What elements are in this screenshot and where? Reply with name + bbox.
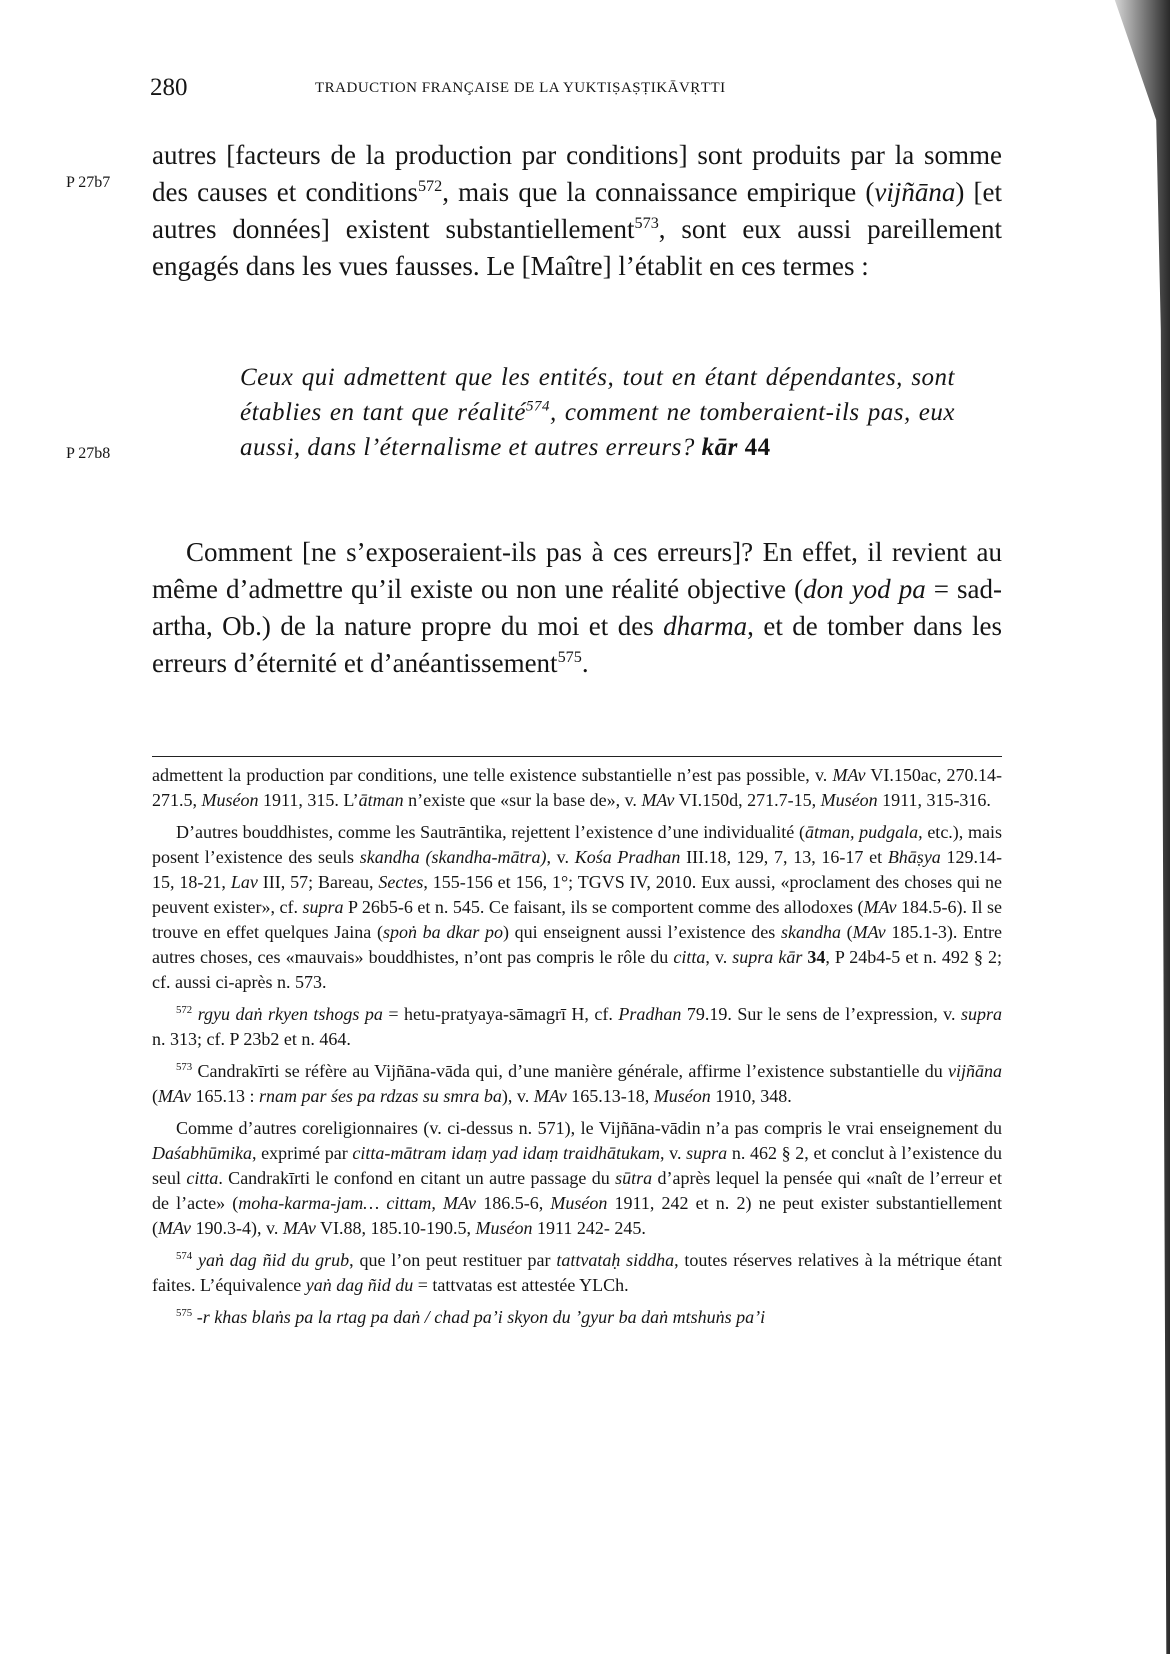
note-text: P 26b5-6 et n. 545. Ce faisant, ils se comportent comme des allodoxes ( <box>343 897 864 917</box>
note-italic: Daśabhūmika <box>152 1143 252 1163</box>
note-text: 165.13-18, <box>566 1086 654 1106</box>
note-italic: MAv <box>863 897 897 917</box>
note-text: 190.3-4), v. <box>191 1218 283 1238</box>
note-italic: MAv <box>158 1218 191 1238</box>
note-text: = hetu-pratyaya-sāmagrī H, cf. <box>382 1004 619 1024</box>
note-italic: Kośa Pradhan <box>574 847 681 867</box>
note-italic: Muséon <box>201 790 259 810</box>
note-text: III.18, 129, 7, 13, 16-17 et <box>680 847 888 867</box>
note-italic: MAv <box>158 1086 191 1106</box>
note-text: ( <box>840 922 853 942</box>
commentary-paragraph <box>152 534 1002 682</box>
note-text: Candrakīrti se réfère au Vijñāna-vāda qui, d’une manière générale, affirme l’existence substantielle du <box>192 1061 948 1081</box>
note-italic: spoṅ ba dkar po <box>382 922 503 942</box>
note-italic: citta <box>186 1168 219 1188</box>
main-text-span: autres [facteurs de la production par conditions] sont produits par la <box>152 140 915 170</box>
note-text: III, 57; Bareau, <box>257 872 379 892</box>
note-text: ) qui enseignent aussi l’existence des <box>503 922 781 942</box>
note-text: , 155-156 et 156, 1°; TGVS IV, 2010. Eux aussi, «proclament des choses qui ne peuvent exister», cf. <box>152 872 1003 917</box>
note-text: n. 313; cf. P 23b2 et n. 464. <box>152 1029 351 1049</box>
note-text: Comme d’autres coreligionnaires (v. ci-dessus n. 571), le Vijñāna-vādin n’a pas compris le vrai enseignement du <box>176 1118 1002 1138</box>
main-text-italic: vijñāna <box>874 177 956 207</box>
footnote-number: 574 <box>176 1250 193 1262</box>
note-italic: Muséon <box>550 1193 608 1213</box>
note-text: etc.), mais posent l’existence des seuls <box>152 822 1002 867</box>
verse-text: , comment ne tomberaient-ils pas, eux aussi, dans l’éternalisme et autres erreurs? <box>240 399 955 461</box>
comment-text: = sad-artha, Ob.) de la nature propre du moi et des <box>152 574 1003 641</box>
note-italic: yaṅ dag ñid du <box>305 1275 414 1295</box>
note-text: 1911, 315. L’ <box>258 790 359 810</box>
note-text: 186.5-6, <box>476 1193 551 1213</box>
note-italic: Lav <box>230 872 258 892</box>
note-text: , toutes réserves relatives à la métrique étant faites. L’équivalence <box>152 1250 1003 1295</box>
note-italic: tattvataḥ siddha <box>556 1250 675 1270</box>
footnote-573 <box>152 1059 1002 1109</box>
footnote-ref-573: 573 <box>634 214 659 232</box>
footnote-ref-574: 574 <box>525 398 550 415</box>
note-italic: Muséon <box>820 790 878 810</box>
note-italic: supra <box>686 1143 728 1163</box>
note-text: , exprimé par <box>252 1143 353 1163</box>
note-italic: supra kār <box>732 947 803 967</box>
note-italic: ātman <box>358 790 404 810</box>
note-italic: -r khas blaṅs pa la rtag pa daṅ / chad pa’i skyon du ’gyur ba daṅ mtshuṅs pa’i <box>196 1307 766 1327</box>
note-bold: 34 <box>802 947 826 967</box>
footnote-ref-572: 572 <box>417 177 443 195</box>
note-text: , P 24b4-5 et n. 492 § 2; cf. aussi ci-après n. 573. <box>152 947 1002 992</box>
note-text: n’existe que «sur la base de», v. <box>403 790 642 810</box>
note-text: admettent la production par conditions, une telle existence substantielle n’est pas possible, v. <box>152 765 833 785</box>
note-italic: Muséon <box>475 1218 533 1238</box>
footnote-separator <box>152 756 1002 757</box>
main-text-span: , sont eux <box>658 214 782 244</box>
note-text: 1910, 348. <box>710 1086 792 1106</box>
footnote-number: 572 <box>176 1004 193 1016</box>
note-text: 1911, 242 et n. 2) ne peut exister substantiellement ( <box>152 1193 1003 1238</box>
note-italic: supra <box>961 1004 1003 1024</box>
verse-ref-label: kār <box>701 434 738 461</box>
note-text: d’après lequel la pensée qui «naît de l’erreur et de l’acte» ( <box>152 1168 1003 1213</box>
note-text: 184.5-6). Il se trouve en effet quelques Jaina ( <box>152 897 1002 942</box>
verse-quotation <box>240 360 955 465</box>
footnotes <box>152 763 1002 1337</box>
note-italic: Sectes <box>378 872 424 892</box>
note-italic: Pradhan <box>618 1004 682 1024</box>
note-text: = tattvatas est attestée YLCh. <box>413 1275 629 1295</box>
note-italic: rnam par śes pa rdzas su smra ba <box>259 1086 502 1106</box>
page-edge-shadow <box>1078 0 1170 1654</box>
main-text-span: ) [et autres données] existent substantiellement <box>152 177 1002 244</box>
note-text: 1911 242- 245. <box>532 1218 646 1238</box>
note-text: VI.88, 185.10-190.5, <box>315 1218 476 1238</box>
note-italic: MAv <box>852 922 886 942</box>
note-text: D’autres bouddhistes, comme les Sautrāntika, rejettent l’existence d’une individualité ( <box>176 822 805 842</box>
note-italic: skandha (skandha-mātra) <box>359 847 547 867</box>
footnote-572 <box>152 1002 1002 1052</box>
main-text-span: en ces termes : <box>709 251 869 281</box>
footnote-575 <box>152 1305 1002 1330</box>
main-text-span: ( <box>865 177 875 207</box>
note-text: , v. <box>705 947 733 967</box>
margin-ref-p27b8: P 27b8 <box>66 445 111 462</box>
footnote-continuation <box>152 763 1002 813</box>
note-italic: ātman, pudgala, <box>804 822 923 842</box>
note-italic: MAv <box>282 1218 316 1238</box>
note-italic: citta-mātram idaṃ yad idaṃ traidhātukam <box>352 1143 661 1163</box>
note-text: 79.19. Sur le sens de l’expression, v. <box>681 1004 961 1024</box>
note-text: 165.13 : <box>191 1086 260 1106</box>
footnote-paragraph <box>152 1116 1002 1241</box>
note-text: VI.150ac, 270.14-271.5, <box>152 765 1002 810</box>
note-text: 185.1-3). Entre autres choses, ces «mauvais» bouddhistes, n’ont pas compris le rôle du <box>152 922 1002 967</box>
footnote-ref-575: 575 <box>557 648 582 666</box>
footnote-574 <box>152 1248 1002 1298</box>
note-text: ), v. <box>501 1086 534 1106</box>
main-text-span: somme des causes et conditions <box>152 140 1002 207</box>
note-italic: rgyu daṅ rkyen tshogs pa <box>197 1004 383 1024</box>
note-italic: skandha <box>780 922 841 942</box>
note-text: , v. <box>546 847 575 867</box>
comment-italic: don yod pa <box>803 574 926 604</box>
page-number: 280 <box>150 74 188 101</box>
note-italic: citta <box>673 947 706 967</box>
footnote-number: 575 <box>176 1307 193 1319</box>
main-text-span: , mais que la connaissance empirique <box>442 177 857 207</box>
comment-text: . <box>581 648 589 678</box>
note-text: VI.150d, 271.7-15, <box>674 790 821 810</box>
comment-italic: dharma <box>663 611 748 641</box>
note-text: 129.14-15, 18-21, <box>152 847 1003 892</box>
note-text: , v. <box>660 1143 687 1163</box>
note-italic: MAv <box>533 1086 567 1106</box>
note-italic: Muséon <box>653 1086 711 1106</box>
note-italic: yaṅ dag ñid du grub <box>198 1250 350 1270</box>
note-italic: sūtra <box>615 1168 653 1188</box>
note-text: n. 462 § 2, et conclut à l’existence du seul <box>152 1143 1002 1188</box>
verse-ref-number: 44 <box>744 434 771 461</box>
note-italic: vijñāna <box>948 1061 1002 1081</box>
footnote-number: 573 <box>176 1061 193 1073</box>
note-italic: MAv <box>641 790 675 810</box>
comment-text: Comment [ne s’exposeraient-ils pas à ces erreurs]? En effet, il revient au même d’admettre qu’il existe ou non une réalité objective ( <box>152 537 1002 604</box>
note-text: . Candrakīrti le confond en citant un autre passage du <box>218 1168 616 1188</box>
note-text: , que l’on peut restituer par <box>349 1250 557 1270</box>
footnote-paragraph <box>152 820 1002 995</box>
verse-reference <box>702 434 771 461</box>
note-text: ( <box>152 1086 158 1106</box>
verse-text: Ceux qui admettent que les entités, tout en étant dépendantes, sont établies en tant que réalité <box>240 364 955 426</box>
note-italic: MAv <box>832 765 866 785</box>
comment-text: , et de tomber dans les erreurs d’éternité et d’anéantissement <box>152 611 1002 678</box>
note-italic: supra <box>302 897 344 917</box>
main-paragraph <box>152 137 1002 285</box>
note-text: 1911, 315-316. <box>877 790 991 810</box>
margin-ref-p27b7: P 27b7 <box>66 174 111 191</box>
main-text-span: aussi pareillement engagés dans les vues fausses. Le [Maître] l’établit <box>152 214 1003 281</box>
note-italic: moha-karma-jam… cittam, MAv <box>238 1193 477 1213</box>
running-head: TRADUCTION FRANÇAISE DE LA YUKTIṢAṢṬIKĀVṚTTI <box>315 80 726 96</box>
note-italic: Bhāṣya <box>887 847 941 867</box>
